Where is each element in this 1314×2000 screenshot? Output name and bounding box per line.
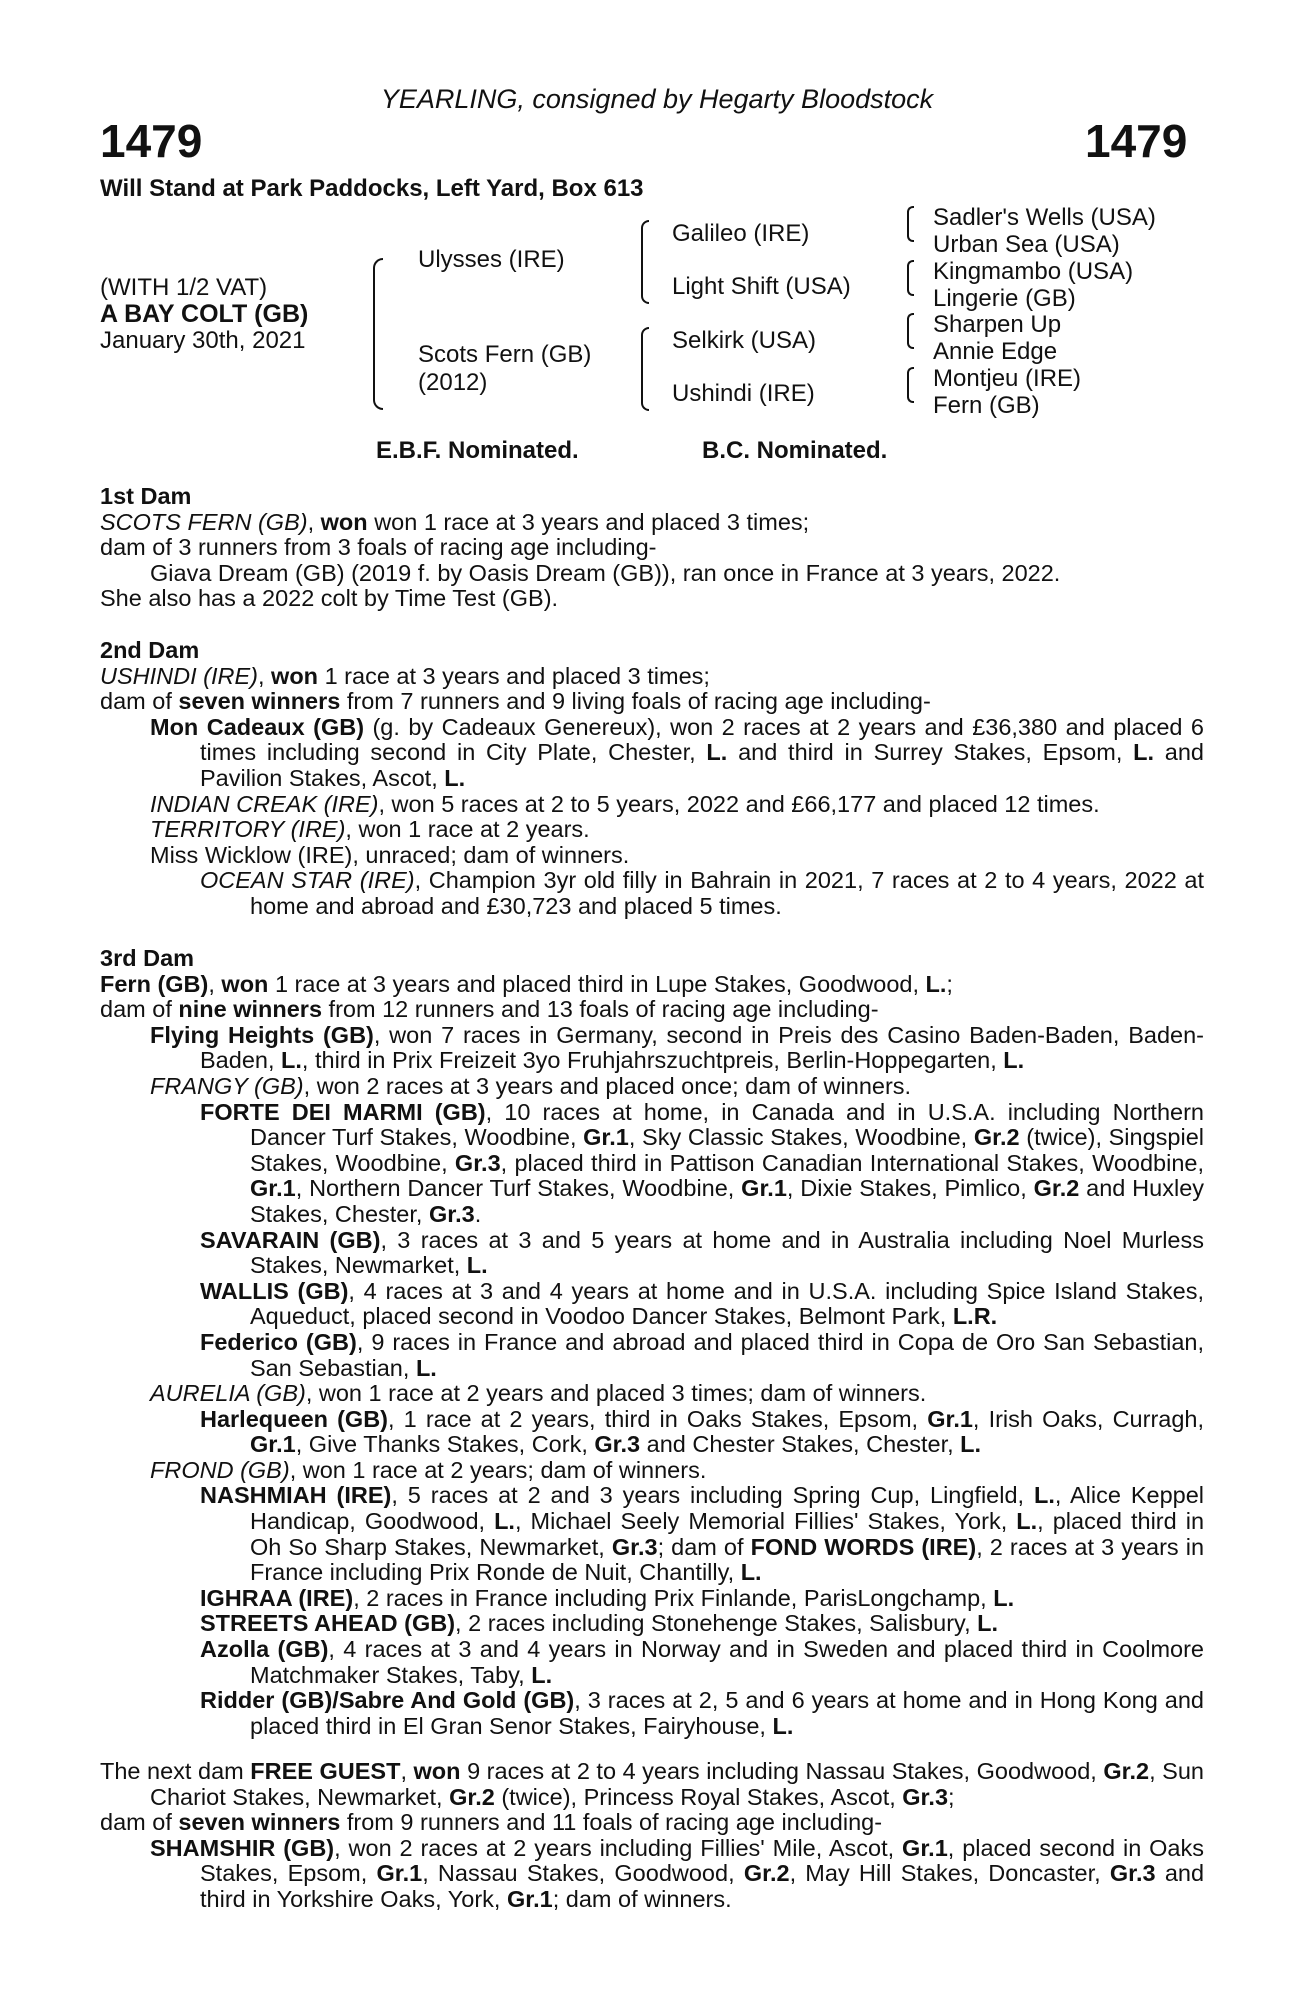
progeny-name: Federico (GB) <box>200 1328 357 1355</box>
progeny-name: AURELIA (GB) <box>150 1380 306 1407</box>
pedigree-gen3-7: Montjeu (IRE) <box>933 365 1082 392</box>
listed-tag: L. <box>1016 1508 1038 1535</box>
winners-count: seven winners <box>178 688 341 715</box>
next-dam-intro: The next dam <box>100 1758 244 1784</box>
listed-tag: L. <box>466 1252 488 1279</box>
produce-text: from 7 runners and 9 living foals of racing age including- <box>346 688 931 715</box>
progeny-name: FROND (GB) <box>150 1456 290 1483</box>
progeny-name: Harlequeen (GB) <box>200 1405 389 1432</box>
progeny-text: , Champion 3yr old filly in Bahrain in 2021, 7 races at 2 to 4 years, 2022 at home and abroad and £30,723 and placed 5 times. <box>250 867 1205 919</box>
grade-tag: Gr.1 <box>902 1834 948 1861</box>
progeny-name: Mon Cadeaux (GB) <box>150 713 365 740</box>
grade-tag: Gr.1 <box>376 1860 423 1887</box>
progeny-name: Azolla (GB) <box>200 1636 329 1663</box>
pedigree-gen3-5: Sharpen Up <box>933 311 1062 338</box>
grade-tag: Gr.2 <box>973 1124 1020 1151</box>
progeny-forte-dei-marmi: FORTE DEI MARMI (GB), 10 races at home, in Canada and in U.S.A. including Northern Dancer Turf Stakes, Woodbine, Gr.1, Sky Classic Stakes, Woodbine, Gr.2 (twice), Singspiel Stakes, Woodbine, Gr.3, placed third in Pattison Canadian International Stakes, Woodbine, Gr.1, Northern Dancer Turf Stakes, Woodbine, Gr.1, Dixie Stakes, Pimlico, Gr.2 and Huxley Stakes, Chester, Gr.3. <box>200 1098 1205 1227</box>
grade-tag: Gr.3 <box>428 1200 475 1227</box>
grade-tag: Gr.3 <box>594 1431 641 1458</box>
progeny-wallis <box>100 1279 1204 1330</box>
progeny-name: NASHMIAH (IRE) <box>200 1482 392 1509</box>
listed-tag: L. <box>740 1559 762 1586</box>
stand-location: Will Stand at Park Paddocks, Left Yard, Box 613 <box>100 175 644 202</box>
pedigree-gen2-2: Light Shift (USA) <box>672 273 851 300</box>
progeny-text: , 2 races including Stonehenge Stakes, Salisbury, <box>455 1610 971 1637</box>
progeny-text: (twice), Singspiel Stakes, Woodbine, <box>250 1124 1205 1176</box>
first-dam-also: She also has a 2022 colt by Time Test (GB). <box>100 585 559 612</box>
pedigree-brace-g3-1 <box>907 206 914 242</box>
pedigree-brace-dam <box>641 327 649 411</box>
pedigree-gen3-1: Sadler's Wells (USA) <box>933 204 1156 231</box>
third-dam-record: 1 race at 3 years and placed third in Lupe Stakes, Goodwood, <box>274 970 919 997</box>
progeny-frond <box>100 1458 1204 1484</box>
next-dam-line: The next dam FREE GUEST, won 9 races at 2 to 4 years including Nassau Stakes, Goodwood, Gr.2, Sun Chariot Stakes, Newmarket, Gr.2 (twice), Princess Royal Stakes, Ascot, Gr.3; <box>100 1758 1204 1810</box>
progeny-name: FOND WORDS (IRE) <box>750 1533 977 1560</box>
progeny-streets-ahead <box>100 1611 1204 1637</box>
progeny-nashmiah <box>100 1483 1204 1585</box>
next-dam-record: , Sun Chariot Stakes, Newmarket, <box>150 1758 1204 1810</box>
progeny-name: STREETS AHEAD (GB) <box>200 1610 456 1637</box>
second-dam-name: USHINDI (IRE) <box>100 662 258 689</box>
lot-number-right: 1479 <box>1085 115 1188 167</box>
pedigree-dam: Scots Fern (GB) <box>418 341 592 368</box>
first-dam-foal: Giava Dream (GB) (2019 f. by Oasis Dream (GB)), ran once in France at 3 years, 2022. <box>150 559 1061 586</box>
grade-tag: Gr.1 <box>506 1885 553 1912</box>
listed-tag: L. <box>444 764 466 791</box>
listed-tag: L. <box>415 1354 437 1381</box>
third-dam-heading: 3rd Dam <box>100 945 195 971</box>
grade-tag: Gr.1 <box>250 1431 296 1458</box>
progeny-text: , Nassau Stakes, Goodwood, <box>422 1860 735 1887</box>
grade-tag: Gr.2 <box>449 1783 495 1810</box>
second-dam-produce <box>100 689 1204 715</box>
first-dam-record: won 1 race at 3 years and placed 3 times; <box>374 508 810 535</box>
dam-of-label: dam of <box>100 688 172 715</box>
pedigree-brace-g3-3 <box>907 313 914 349</box>
pedigree-gen2-4: Ushindi (IRE) <box>672 380 815 407</box>
first-dam-name: SCOTS FERN (GB) <box>100 508 308 535</box>
bc-nomination: B.C. Nominated. <box>702 437 888 464</box>
listed-tag: L. <box>706 739 728 766</box>
horse-name: A BAY COLT (GB) <box>100 300 309 328</box>
progeny-text: , Michael Seely Memorial Fillies' Stakes, York, <box>514 1508 1008 1535</box>
won-label: won <box>271 662 319 689</box>
pedigree-brace-gen1 <box>373 258 383 410</box>
progeny-text: and Chester Stakes, Chester, <box>646 1431 954 1458</box>
progeny-text: , 4 races at 3 and 4 years at home and in U.S.A. including Spice Island Stakes, Aqueduct, placed second in Voodoo Dancer Stakes, Belmont Park, <box>250 1277 1204 1330</box>
progeny-text: , Alice Keppel Handicap, Goodwood, <box>250 1482 1205 1535</box>
progeny-name: Flying Heights (GB) <box>150 1021 374 1048</box>
produce-text: from 12 runners and 13 foals of racing age including- <box>328 996 879 1023</box>
winners-count: nine winners <box>178 996 323 1023</box>
first-dam-produce: dam of 3 runners from 3 foals of racing age including- <box>100 534 657 561</box>
won-label: won <box>221 970 269 997</box>
pedigree-gen3-4: Lingerie (GB) <box>933 285 1076 312</box>
pedigree-gen2-1: Galileo (IRE) <box>672 220 810 247</box>
progeny-text: , Irish Oaks, Curragh, <box>972 1405 1205 1432</box>
progeny-name: INDIAN CREAK (IRE) <box>150 790 379 817</box>
pedigree-sire: Ulysses (IRE) <box>418 246 565 273</box>
listed-tag: L. <box>925 970 947 997</box>
pedigree-gen3-3: Kingmambo (USA) <box>933 258 1134 285</box>
pedigree-brace-g3-4 <box>907 367 914 403</box>
third-dam-produce <box>100 997 1204 1023</box>
progeny-text: , placed third in Pattison Canadian International Stakes, Woodbine, <box>500 1149 1205 1176</box>
listed-tag: L. <box>1003 1047 1025 1074</box>
progeny-name: FORTE DEI MARMI (GB) <box>200 1098 486 1125</box>
next-dam-produce <box>100 1810 1204 1836</box>
progeny-text: , 3 races at 3 and 5 years at home and in Australia including Noel Murless Stakes, Newmarket, <box>250 1226 1204 1279</box>
progeny-name: TERRITORY (IRE) <box>150 816 346 843</box>
progeny-name: IGHRAA (IRE) <box>200 1584 354 1611</box>
next-dam-record: 9 races at 2 to 4 years including Nassau Stakes, Goodwood, <box>467 1758 1097 1784</box>
punct: ; <box>948 1783 955 1810</box>
progeny-flying-heights <box>100 1023 1204 1074</box>
pedigree-brace-g3-2 <box>907 260 914 296</box>
progeny-savarain <box>100 1228 1204 1279</box>
progeny-text: , won 5 races at 2 to 5 years, 2022 and £66,177 and placed 12 times. <box>378 790 1100 817</box>
punct: ; <box>946 970 953 997</box>
grade-tag: Gr.3 <box>1109 1860 1156 1887</box>
second-dam-record: 1 race at 3 years and placed 3 times; <box>324 662 710 689</box>
progeny-text: , 5 races at 2 and 3 years including Spring Cup, Lingfield, <box>391 1482 1025 1509</box>
progeny-azolla <box>100 1637 1204 1688</box>
progeny-text: , placed second in Oaks Stakes, Epsom, <box>200 1834 1204 1887</box>
progeny-text: , won 1 race at 2 years. <box>345 816 590 843</box>
progeny-ridder <box>100 1688 1204 1739</box>
lot-number-left: 1479 <box>100 115 203 167</box>
first-dam-heading: 1st Dam <box>100 483 192 509</box>
progeny-text: and third in Yorkshire Oaks, York, <box>200 1860 1205 1912</box>
second-dam-heading: 2nd Dam <box>100 637 200 663</box>
progeny-name: FRANGY (GB) <box>150 1072 304 1099</box>
listed-tag: L. <box>772 1712 794 1739</box>
progeny-text: , 3 races at 2, 5 and 6 years at home and in Hong Kong and placed third in El Gran Senor Stakes, Fairyhouse, <box>250 1687 1204 1739</box>
listed-tag: L. <box>1033 1482 1055 1509</box>
second-dam-section <box>100 638 1204 920</box>
pedigree-gen3-2: Urban Sea (USA) <box>933 231 1120 258</box>
progeny-text: , Northern Dancer Turf Stakes, Woodbine, <box>295 1175 735 1202</box>
progeny-text: , Sky Classic Stakes, Woodbine, <box>628 1124 968 1151</box>
progeny-text: , 9 races in France and abroad and placed third in Copa de Oro San Sebastian, San Sebastian, <box>250 1328 1204 1381</box>
dam-of-label: dam of <box>100 1809 172 1836</box>
progeny-text: ; dam of winners. <box>552 1885 732 1912</box>
progeny-text: , 1 race at 2 years, third in Oaks Stakes, Epsom, <box>388 1405 919 1432</box>
progeny-text: and third in Surrey Stakes, Epsom, <box>738 739 1123 766</box>
progeny-ighraa <box>100 1586 1204 1612</box>
progeny-frangy <box>100 1074 1204 1100</box>
progeny-mon-cadeaux <box>100 715 1204 792</box>
progeny-name: WALLIS (GB) <box>200 1277 349 1304</box>
grade-tag: Gr.1 <box>250 1175 296 1202</box>
progeny-text: , Dixie Stakes, Pimlico, <box>786 1175 1027 1202</box>
grade-tag: Gr.1 <box>583 1124 629 1151</box>
listed-tag: L. <box>960 1431 982 1458</box>
third-dam-section <box>100 946 1204 1739</box>
progeny-text: , won 2 races at 3 years and placed once; dam of winners. <box>303 1072 912 1099</box>
progeny-text: ; dam of <box>657 1533 744 1560</box>
progeny-text: , won 7 races in Germany, second in Preis des Casino Baden-Baden, Baden-Baden, <box>200 1021 1204 1074</box>
progeny-indian-creak <box>100 792 1204 818</box>
grade-tag: Gr.3 <box>454 1149 501 1176</box>
progeny-name: SHAMSHIR (GB) <box>150 1834 335 1861</box>
grade-tag: Gr.3 <box>611 1533 658 1560</box>
listed-tag: L. <box>281 1047 302 1074</box>
pedigree-dam-year: (2012) <box>418 369 488 396</box>
progeny-text: , 4 races at 3 and 4 years in Norway and in Sweden and placed third in Coolmore Matchmaker Stakes, Taby, <box>250 1636 1204 1688</box>
vat-note: (WITH 1/2 VAT) <box>100 274 268 301</box>
first-dam-line: SCOTS FERN (GB), won won 1 race at 3 years and placed 3 times; <box>100 508 810 535</box>
progeny-territory <box>100 817 1204 843</box>
third-dam-line: Fern (GB), won 1 race at 3 years and placed third in Lupe Stakes, Goodwood, L.; <box>100 970 953 997</box>
progeny-text: , placed third in Oh So Sharp Stakes, Newmarket, <box>250 1508 1205 1560</box>
progeny-shamshir <box>100 1836 1204 1913</box>
progeny-text: , 10 races at home, in Canada and in U.S.A. including Northern Dancer Turf Stakes, Woodbine, <box>250 1098 1204 1151</box>
progeny-text: , Give Thanks Stakes, Cork, <box>295 1431 588 1458</box>
consignment-line: YEARLING, consigned by Hegarty Bloodstock <box>380 84 934 114</box>
horse-dob: January 30th, 2021 <box>100 327 306 354</box>
won-label: won <box>413 1758 461 1784</box>
next-dam-section <box>100 1759 1204 1913</box>
progeny-text: and Pavilion Stakes, Ascot, <box>200 739 1204 791</box>
won-label: won <box>320 508 368 535</box>
pedigree-brace-sire <box>641 220 649 304</box>
progeny-text: and Huxley Stakes, Chester, <box>250 1175 1205 1227</box>
progeny-harlequeen <box>100 1407 1204 1458</box>
pedigree-gen3-6: Annie Edge <box>933 338 1058 365</box>
grade-tag: Gr.1 <box>927 1405 973 1432</box>
pedigree-gen2-3: Selkirk (USA) <box>672 327 817 354</box>
listed-tag: L. <box>494 1508 515 1535</box>
third-dam-name: Fern (GB) <box>100 970 209 997</box>
listed-tag: L. <box>531 1661 553 1688</box>
progeny-text: , May Hill Stakes, Doncaster, <box>789 1860 1101 1887</box>
winners-count: seven winners <box>178 1809 341 1836</box>
grade-tag: Gr.2 <box>743 1860 790 1887</box>
progeny-text: , won 1 race at 2 years; dam of winners. <box>289 1456 707 1483</box>
next-dam-record: (twice), Princess Royal Stakes, Ascot, <box>501 1783 896 1810</box>
produce-text: from 9 runners and 11 foals of racing age including- <box>346 1809 883 1836</box>
listed-tag: L. <box>977 1610 999 1637</box>
progeny-name: OCEAN STAR (IRE) <box>200 867 415 894</box>
next-dam-name: FREE GUEST <box>250 1758 401 1784</box>
listed-tag: L. <box>1133 739 1155 766</box>
progeny-miss-wicklow: Miss Wicklow (IRE), unraced; dam of winners. <box>150 841 630 868</box>
progeny-federico <box>100 1330 1204 1381</box>
progeny-name: Ridder (GB)/Sabre And Gold (GB) <box>200 1687 575 1714</box>
progeny-text: , 2 races at 3 years in France including Prix Ronde de Nuit, Chantilly, <box>250 1533 1205 1586</box>
progeny-text: (g. by Cadeaux Genereux), won 2 races at 2 years and £36,380 and placed 6 times including second in City Plate, Chester, <box>200 713 1204 766</box>
ebf-nomination: E.B.F. Nominated. <box>376 437 579 464</box>
listed-tag: L. <box>993 1584 1015 1611</box>
progeny-name: SAVARAIN (GB) <box>200 1226 381 1253</box>
first-dam-section <box>100 484 1204 612</box>
progeny-ocean-star <box>100 868 1204 919</box>
progeny-aurelia <box>100 1381 1204 1407</box>
progeny-text: , third in Prix Freizeit 3yo Fruhjahrszuchtpreis, Berlin-Hoppegarten, <box>301 1047 997 1074</box>
progeny-text: , won 1 race at 2 years and placed 3 times; dam of winners. <box>305 1380 927 1407</box>
grade-tag: Gr.2 <box>1103 1758 1150 1784</box>
grade-tag: Gr.3 <box>902 1783 949 1810</box>
pedigree-gen3-8: Fern (GB) <box>933 392 1040 419</box>
grade-tag: Gr.2 <box>1033 1175 1080 1202</box>
second-dam-line: USHINDI (IRE), won 1 race at 3 years and placed 3 times; <box>100 662 710 689</box>
progeny-text: , won 2 races at 2 years including Fillies' Mile, Ascot, <box>334 1834 895 1861</box>
grade-tag: Gr.1 <box>741 1175 787 1202</box>
dam-of-label: dam of <box>100 996 172 1023</box>
progeny-text: , 2 races in France including Prix Finlande, ParisLongchamp, <box>353 1584 987 1611</box>
listed-tag: L.R. <box>952 1303 998 1330</box>
